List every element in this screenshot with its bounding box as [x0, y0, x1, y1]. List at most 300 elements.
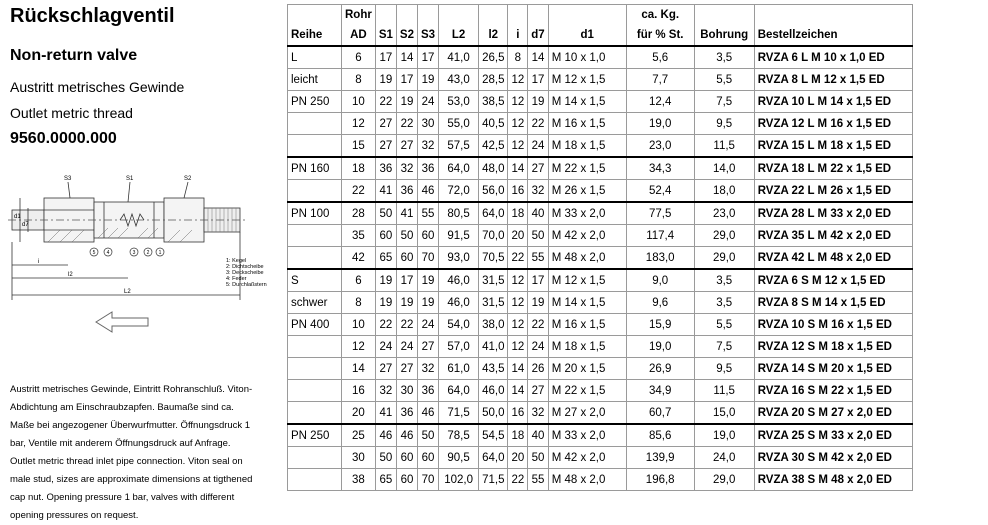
legend-item: 5: Durchlaßstern [226, 282, 267, 288]
cell-kg: 52,4 [626, 180, 694, 203]
cell-L2: 46,0 [439, 269, 479, 292]
cell-s3: 19 [418, 69, 439, 91]
description-line: bar, Ventile mit anderem Öffnungsdruck auf Anfrage. [10, 438, 231, 449]
column-header: d1 [548, 25, 626, 46]
title-english: Non-return valve [10, 47, 138, 64]
cell-s1: 27 [375, 135, 396, 158]
table-row [288, 69, 913, 91]
cell-order-code: RVZA 10 L M 14 x 1,5 ED [754, 91, 912, 113]
cell-reihe [288, 447, 342, 469]
cell-order-code: RVZA 12 S M 18 x 1,5 ED [754, 336, 912, 358]
cell-s1: 24 [375, 336, 396, 358]
cell-i: 18 [508, 202, 528, 225]
cell-kg: 5,6 [626, 46, 694, 69]
cell-s2: 60 [396, 469, 417, 491]
cell-d7: 40 [528, 202, 548, 225]
cell-i: 12 [508, 314, 528, 336]
cell-d7: 17 [528, 69, 548, 91]
cell-s3: 46 [418, 180, 439, 203]
cell-d7: 40 [528, 424, 548, 447]
cell-s1: 22 [375, 91, 396, 113]
cell-l2: 70,0 [479, 225, 508, 247]
description-line: Austritt metrisches Gewinde, Eintritt Rohranschluß. Viton- [10, 384, 253, 395]
legend-item: 3: Deckscheibe [226, 270, 264, 276]
cell-kg: 183,0 [626, 247, 694, 270]
cell-L2: 46,0 [439, 292, 479, 314]
cell-order-code: RVZA 18 L M 22 x 1,5 ED [754, 157, 912, 180]
cell-l2: 31,5 [479, 269, 508, 292]
cell-i: 12 [508, 113, 528, 135]
cell-s1: 50 [375, 202, 396, 225]
header-top-cell [754, 5, 912, 26]
callout-4: 4 [106, 250, 110, 256]
cell-s3: 70 [418, 469, 439, 491]
cell-s3: 30 [418, 113, 439, 135]
cell-L2: 78,5 [439, 424, 479, 447]
column-header: S2 [396, 25, 417, 46]
cell-L2: 102,0 [439, 469, 479, 491]
cell-l2: 31,5 [479, 292, 508, 314]
cell-d7: 27 [528, 380, 548, 402]
cell-reihe [288, 358, 342, 380]
description-line: male stud, sizes are approximate dimensions at tigthened [10, 474, 253, 485]
cell-d7: 24 [528, 135, 548, 158]
cell-s1: 50 [375, 447, 396, 469]
table-row [288, 135, 913, 158]
cell-d7: 27 [528, 157, 548, 180]
cell-s1: 46 [375, 424, 396, 447]
cell-order-code: RVZA 42 L M 48 x 2,0 ED [754, 247, 912, 270]
cell-ad: 20 [342, 402, 376, 425]
cell-reihe [288, 113, 342, 135]
cell-L2: 61,0 [439, 358, 479, 380]
subtitle-german: Austritt metrisches Gewinde [10, 79, 185, 95]
table-row [288, 358, 913, 380]
cell-ad: 22 [342, 180, 376, 203]
cell-i: 12 [508, 135, 528, 158]
cell-L2: 41,0 [439, 46, 479, 69]
cell-L2: 53,0 [439, 91, 479, 113]
cell-d7: 32 [528, 180, 548, 203]
cell-l2: 48,0 [479, 157, 508, 180]
cell-order-code: RVZA 38 S M 48 x 2,0 ED [754, 469, 912, 491]
cell-d1: M 42 x 2,0 [548, 225, 626, 247]
cell-s2: 41 [396, 202, 417, 225]
cell-kg: 9,6 [626, 292, 694, 314]
cell-i: 20 [508, 225, 528, 247]
cell-order-code: RVZA 12 L M 16 x 1,5 ED [754, 113, 912, 135]
cell-d1: M 33 x 2,0 [548, 202, 626, 225]
cell-d7: 19 [528, 292, 548, 314]
cell-i: 14 [508, 358, 528, 380]
header-top-cell [694, 5, 754, 26]
cell-bohrung: 29,0 [694, 247, 754, 270]
header-top-cell [479, 5, 508, 26]
cell-reihe [288, 402, 342, 425]
description-block [10, 381, 272, 525]
header-top-cell [418, 5, 439, 26]
cell-kg: 19,0 [626, 336, 694, 358]
cell-s2: 27 [396, 358, 417, 380]
cell-i: 16 [508, 180, 528, 203]
cell-d1: M 16 x 1,5 [548, 314, 626, 336]
cell-ad: 12 [342, 336, 376, 358]
cell-kg: 117,4 [626, 225, 694, 247]
cell-bohrung: 19,0 [694, 424, 754, 447]
cell-l2: 26,5 [479, 46, 508, 69]
cell-s3: 55 [418, 202, 439, 225]
callout-2: 2 [146, 250, 150, 256]
cell-bohrung: 3,5 [694, 269, 754, 292]
cell-L2: 91,5 [439, 225, 479, 247]
cell-L2: 72,0 [439, 180, 479, 203]
cell-kg: 7,7 [626, 69, 694, 91]
cell-order-code: RVZA 8 S M 14 x 1,5 ED [754, 292, 912, 314]
cell-order-code: RVZA 6 L M 10 x 1,0 ED [754, 46, 912, 69]
cell-bohrung: 7,5 [694, 336, 754, 358]
cell-d1: M 26 x 1,5 [548, 180, 626, 203]
cell-kg: 23,0 [626, 135, 694, 158]
table-row [288, 269, 913, 292]
cell-s2: 24 [396, 336, 417, 358]
label-s3: S3 [64, 176, 72, 182]
cell-order-code: RVZA 10 S M 16 x 1,5 ED [754, 314, 912, 336]
header-top-cell [375, 5, 396, 26]
cell-L2: 90,5 [439, 447, 479, 469]
description-line: opening pressures on request. [10, 510, 139, 521]
column-header: für % St. [626, 25, 694, 46]
cell-order-code: RVZA 8 L M 12 x 1,5 ED [754, 69, 912, 91]
cell-ad: 10 [342, 91, 376, 113]
cell-s2: 32 [396, 157, 417, 180]
cell-d1: M 22 x 1,5 [548, 157, 626, 180]
table-row [288, 202, 913, 225]
cell-i: 14 [508, 380, 528, 402]
cell-s3: 36 [418, 380, 439, 402]
cell-kg: 139,9 [626, 447, 694, 469]
cell-s1: 19 [375, 69, 396, 91]
cell-s3: 27 [418, 336, 439, 358]
cell-d1: M 16 x 1,5 [548, 113, 626, 135]
cell-ad: 8 [342, 69, 376, 91]
cell-L2: 71,5 [439, 402, 479, 425]
header-top-cell [548, 5, 626, 26]
table-row [288, 447, 913, 469]
column-header: Reihe [288, 25, 342, 46]
cell-order-code: RVZA 28 L M 33 x 2,0 ED [754, 202, 912, 225]
cell-i: 12 [508, 269, 528, 292]
cell-L2: 55,0 [439, 113, 479, 135]
cell-s1: 41 [375, 402, 396, 425]
cell-reihe [288, 225, 342, 247]
legend-item: 2: Dichtscheibe [226, 264, 264, 270]
cell-l2: 38,5 [479, 91, 508, 113]
column-header: Bestellzeichen [754, 25, 912, 46]
cell-l2: 64,0 [479, 447, 508, 469]
cell-L2: 54,0 [439, 314, 479, 336]
cell-order-code: RVZA 22 L M 26 x 1,5 ED [754, 180, 912, 203]
cell-s2: 22 [396, 314, 417, 336]
cell-bohrung: 9,5 [694, 358, 754, 380]
column-header: AD [342, 25, 376, 46]
cell-s2: 36 [396, 402, 417, 425]
cell-l2: 56,0 [479, 180, 508, 203]
cell-i: 22 [508, 247, 528, 270]
cell-kg: 34,3 [626, 157, 694, 180]
cell-s3: 36 [418, 157, 439, 180]
table-row [288, 469, 913, 491]
cell-ad: 6 [342, 269, 376, 292]
cell-s2: 19 [396, 292, 417, 314]
cell-L2: 93,0 [439, 247, 479, 270]
cell-s3: 32 [418, 358, 439, 380]
cell-bohrung: 5,5 [694, 314, 754, 336]
cell-kg: 34,9 [626, 380, 694, 402]
cell-d7: 32 [528, 402, 548, 425]
cell-d7: 26 [528, 358, 548, 380]
cell-order-code: RVZA 20 S M 27 x 2,0 ED [754, 402, 912, 425]
column-header: S3 [418, 25, 439, 46]
cell-ad: 18 [342, 157, 376, 180]
cell-reihe: PN 400 [288, 314, 342, 336]
cell-d7: 14 [528, 46, 548, 69]
cell-bohrung: 3,5 [694, 46, 754, 69]
cell-l2: 38,0 [479, 314, 508, 336]
cell-l2: 50,0 [479, 402, 508, 425]
header-top-cell [396, 5, 417, 26]
cell-d1: M 18 x 1,5 [548, 135, 626, 158]
cell-s2: 27 [396, 135, 417, 158]
cell-l2: 71,5 [479, 469, 508, 491]
description-line: cap nut. Opening pressure 1 bar, valves with different [10, 492, 235, 503]
cell-s1: 65 [375, 469, 396, 491]
cell-reihe: PN 250 [288, 424, 342, 447]
description-line: Outlet metric thread inlet pipe connection. Viton seal on [10, 456, 243, 467]
column-header: S1 [375, 25, 396, 46]
table-row [288, 402, 913, 425]
cell-reihe [288, 380, 342, 402]
cell-L2: 64,0 [439, 380, 479, 402]
label-l2: l2 [68, 272, 73, 278]
cell-s1: 32 [375, 380, 396, 402]
cell-s2: 50 [396, 225, 417, 247]
cell-s2: 22 [396, 113, 417, 135]
cell-ad: 30 [342, 447, 376, 469]
flow-arrow-icon [96, 312, 148, 332]
cell-d7: 50 [528, 225, 548, 247]
product-table [287, 4, 913, 491]
cell-ad: 12 [342, 113, 376, 135]
cell-reihe [288, 247, 342, 270]
column-header: L2 [439, 25, 479, 46]
cell-L2: 64,0 [439, 157, 479, 180]
cell-s3: 19 [418, 292, 439, 314]
cell-reihe: PN 160 [288, 157, 342, 180]
cell-kg: 26,9 [626, 358, 694, 380]
cell-d1: M 22 x 1,5 [548, 380, 626, 402]
cell-bohrung: 5,5 [694, 69, 754, 91]
cell-s3: 70 [418, 247, 439, 270]
cell-ad: 16 [342, 380, 376, 402]
header-top-cell [528, 5, 548, 26]
cell-kg: 77,5 [626, 202, 694, 225]
table-row [288, 225, 913, 247]
cell-l2: 40,5 [479, 113, 508, 135]
cell-reihe [288, 336, 342, 358]
cell-d7: 19 [528, 91, 548, 113]
cell-ad: 8 [342, 292, 376, 314]
cell-reihe [288, 469, 342, 491]
description-line: Maße bei angezogener Überwurfmutter. Öffnungsdruck 1 [10, 420, 251, 431]
cell-s1: 19 [375, 269, 396, 292]
label-L2: L2 [124, 289, 131, 295]
cell-reihe: leicht [288, 69, 342, 91]
cell-d1: M 48 x 2,0 [548, 247, 626, 270]
cell-l2: 43,5 [479, 358, 508, 380]
cell-d1: M 48 x 2,0 [548, 469, 626, 491]
cell-l2: 42,5 [479, 135, 508, 158]
cell-ad: 28 [342, 202, 376, 225]
cell-d1: M 12 x 1,5 [548, 269, 626, 292]
cell-kg: 60,7 [626, 402, 694, 425]
article-number: 9560.0000.000 [10, 130, 117, 147]
cell-s2: 30 [396, 380, 417, 402]
cell-i: 22 [508, 469, 528, 491]
cell-order-code: RVZA 14 S M 20 x 1,5 ED [754, 358, 912, 380]
cell-s3: 46 [418, 402, 439, 425]
cell-order-code: RVZA 16 S M 22 x 1,5 ED [754, 380, 912, 402]
cell-bohrung: 23,0 [694, 202, 754, 225]
cell-ad: 10 [342, 314, 376, 336]
cell-d1: M 33 x 2,0 [548, 424, 626, 447]
cell-d1: M 27 x 2,0 [548, 402, 626, 425]
cell-s1: 19 [375, 292, 396, 314]
cell-L2: 80,5 [439, 202, 479, 225]
cell-reihe: schwer [288, 292, 342, 314]
cell-order-code: RVZA 30 S M 42 x 2,0 ED [754, 447, 912, 469]
cell-s2: 17 [396, 69, 417, 91]
column-header: Bohrung [694, 25, 754, 46]
cell-s2: 60 [396, 247, 417, 270]
column-header: d7 [528, 25, 548, 46]
cell-d7: 24 [528, 336, 548, 358]
cell-l2: 28,5 [479, 69, 508, 91]
cell-bohrung: 9,5 [694, 113, 754, 135]
cell-i: 16 [508, 402, 528, 425]
cell-ad: 42 [342, 247, 376, 270]
cell-s2: 60 [396, 447, 417, 469]
cell-order-code: RVZA 15 L M 18 x 1,5 ED [754, 135, 912, 158]
cell-d1: M 42 x 2,0 [548, 447, 626, 469]
table-row [288, 424, 913, 447]
cell-kg: 196,8 [626, 469, 694, 491]
product-info-panel [0, 0, 282, 522]
cell-ad: 15 [342, 135, 376, 158]
cell-s3: 50 [418, 424, 439, 447]
cell-s3: 32 [418, 135, 439, 158]
cell-s1: 36 [375, 157, 396, 180]
cell-s3: 60 [418, 225, 439, 247]
cell-bohrung: 29,0 [694, 225, 754, 247]
cell-s2: 17 [396, 269, 417, 292]
cell-bohrung: 3,5 [694, 292, 754, 314]
cell-s1: 41 [375, 180, 396, 203]
cell-kg: 19,0 [626, 113, 694, 135]
callout-1: 1 [158, 250, 162, 256]
cell-ad: 38 [342, 469, 376, 491]
header-top-cell: Rohr [342, 5, 376, 26]
cell-d1: M 14 x 1,5 [548, 292, 626, 314]
cell-L2: 57,5 [439, 135, 479, 158]
table-row [288, 157, 913, 180]
label-s1: S1 [126, 176, 134, 182]
cell-i: 8 [508, 46, 528, 69]
cell-bohrung: 29,0 [694, 469, 754, 491]
cell-bohrung: 7,5 [694, 91, 754, 113]
cell-d1: M 20 x 1,5 [548, 358, 626, 380]
cell-i: 18 [508, 424, 528, 447]
title-german: Rückschlagventil [10, 5, 175, 27]
cell-d1: M 12 x 1,5 [548, 69, 626, 91]
cell-i: 14 [508, 157, 528, 180]
cell-s1: 22 [375, 314, 396, 336]
cell-i: 12 [508, 91, 528, 113]
cell-kg: 12,4 [626, 91, 694, 113]
cell-s1: 17 [375, 46, 396, 69]
table-row [288, 380, 913, 402]
table-row [288, 292, 913, 314]
cell-bohrung: 11,5 [694, 135, 754, 158]
cell-s3: 24 [418, 91, 439, 113]
cell-s3: 24 [418, 314, 439, 336]
cell-bohrung: 11,5 [694, 380, 754, 402]
cell-s1: 27 [375, 113, 396, 135]
label-d1: d1 [14, 214, 21, 220]
cell-l2: 54,5 [479, 424, 508, 447]
cell-s3: 17 [418, 46, 439, 69]
label-s2: S2 [184, 176, 192, 182]
description-line: Abdichtung am Einschraubzapfen. Baumaße sind ca. [10, 402, 234, 413]
cell-d7: 50 [528, 447, 548, 469]
cell-reihe: PN 250 [288, 91, 342, 113]
label-i: i [38, 259, 40, 265]
cell-l2: 64,0 [479, 202, 508, 225]
cell-d1: M 14 x 1,5 [548, 91, 626, 113]
table-row [288, 247, 913, 270]
cell-d7: 17 [528, 269, 548, 292]
cell-ad: 14 [342, 358, 376, 380]
cell-L2: 43,0 [439, 69, 479, 91]
table-row [288, 180, 913, 203]
cell-d1: M 10 x 1,0 [548, 46, 626, 69]
cell-d7: 55 [528, 247, 548, 270]
cell-reihe [288, 180, 342, 203]
table-row [288, 46, 913, 69]
cell-s1: 60 [375, 225, 396, 247]
cell-s2: 36 [396, 180, 417, 203]
cell-reihe: S [288, 269, 342, 292]
cell-s1: 27 [375, 358, 396, 380]
cell-s2: 14 [396, 46, 417, 69]
table-row [288, 314, 913, 336]
cell-d7: 22 [528, 314, 548, 336]
cell-reihe [288, 135, 342, 158]
cell-s3: 60 [418, 447, 439, 469]
callout-3: 3 [132, 250, 136, 256]
cell-i: 12 [508, 336, 528, 358]
cell-order-code: RVZA 35 L M 42 x 2,0 ED [754, 225, 912, 247]
cell-order-code: RVZA 6 S M 12 x 1,5 ED [754, 269, 912, 292]
